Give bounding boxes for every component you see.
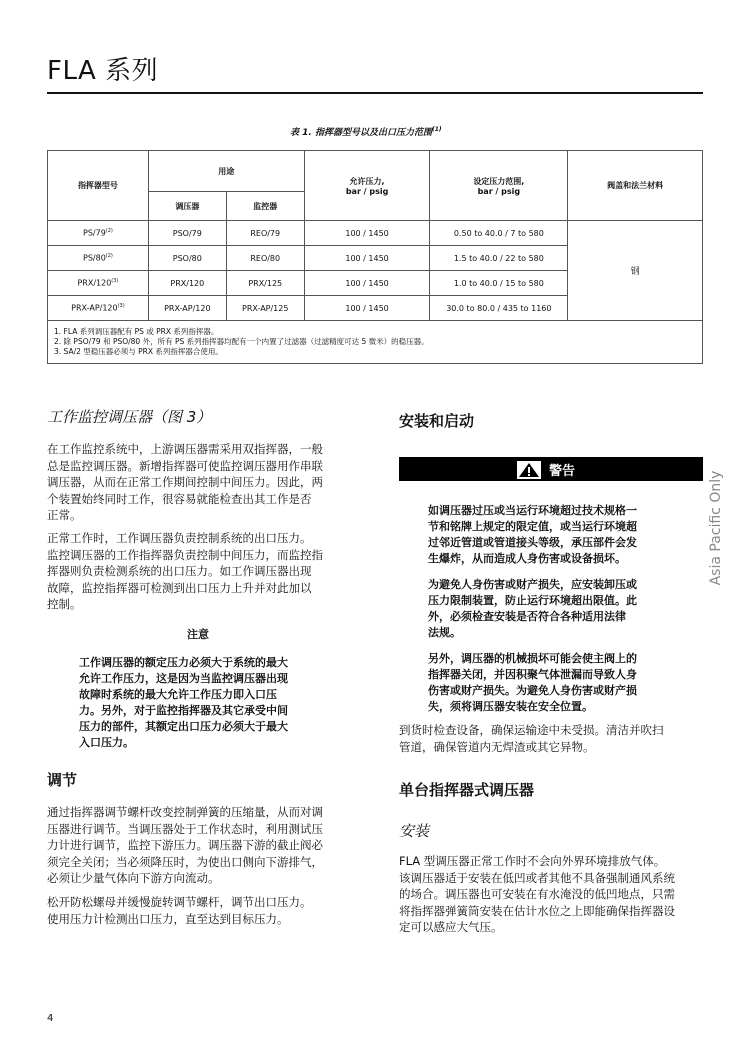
spec-table xyxy=(47,150,703,364)
table-caption xyxy=(290,125,442,138)
warning-paragraph-1: 如调压器过压或当运行环境超过技术规格一 节和铭牌上规定的限定值，或当运行环境超 过邻近管道或管道接头等级，承压部件会发 生爆炸，从而造成人身伤害或设备损坏。 xyxy=(428,504,637,565)
cell-monitor: REO/79 xyxy=(226,221,304,246)
warning-label: 警告 xyxy=(549,464,576,479)
header-regulator: 调压器 xyxy=(148,192,226,221)
note-title: 注意 xyxy=(187,628,209,641)
monitor-paragraph-1: 在工作监控系统中，上游调压器需采用双指挥器，一般 总是监控调压器。新增指挥器可使监控调压器用作串联 调压器，从而在正常工作期间控制中间压力。因此，两 个装置始终同时工作，很容易就能检查出其工作是否 正常。 xyxy=(47,442,323,522)
page-title: FLA 系列 xyxy=(47,56,159,86)
cell-model: PS/80$^{(2)}$ xyxy=(48,246,149,271)
adjust-section-title: 调节 xyxy=(47,771,78,789)
warning-triangle-icon xyxy=(517,461,541,479)
warning-paragraph-2: 为避免人身伤害或财产损失，应安装卸压或 压力限制装置，防止运行环境超出限值。此 外，必须检查安装是否符合各种适用法律 法规。 xyxy=(428,578,637,639)
table-caption-text: 表 1. 指挥器型号以及出口压力范围 xyxy=(290,128,432,138)
table-caption-footnote: (1) xyxy=(431,126,442,133)
cell-monitor: REO/80 xyxy=(226,246,304,271)
monitor-section-title: 工作监控调压器（图 3） xyxy=(47,408,212,426)
cell-regulator: PRX-AP/120 xyxy=(148,296,226,321)
table-note: 1. FLA 系列调压器配有 PS 或 PRX 系列指挥器。 xyxy=(54,327,219,336)
header-setpoint-range xyxy=(430,151,568,221)
title-divider xyxy=(47,92,703,94)
cell-range: 30.0 to 80.0 / 435 to 1160 xyxy=(430,296,568,321)
header-allowable-unit: bar / psig xyxy=(345,186,389,196)
header-usage: 用途 xyxy=(148,151,304,192)
header-pilot-model: 指挥器型号 xyxy=(48,151,149,221)
cell-range: 0.50 to 40.0 / 7 to 580 xyxy=(430,221,568,246)
cell-allowable: 100 / 1450 xyxy=(304,271,430,296)
table-note: 2. 除 PSO/79 和 PSO/80 外，所有 PS 系列指挥器均配有一个内置了过滤器（过滤精度可达 5 微米）的稳压器。 xyxy=(54,337,429,346)
page-number: 4 xyxy=(47,1013,54,1024)
cell-material: 钢 xyxy=(568,221,703,321)
table-row xyxy=(48,221,703,246)
cell-regulator: PSO/79 xyxy=(148,221,226,246)
cell-range: 1.5 to 40.0 / 22 to 580 xyxy=(430,246,568,271)
warning-banner xyxy=(399,457,703,481)
cell-range: 1.0 to 40.0 / 15 to 580 xyxy=(430,271,568,296)
single-pilot-section-title: 单台指挥器式调压器 xyxy=(399,781,535,799)
header-material: 阀盖和法兰材料 xyxy=(568,151,703,221)
cell-monitor: PRX-AP/125 xyxy=(226,296,304,321)
header-allowable-pressure xyxy=(304,151,430,221)
install-subtitle: 安装 xyxy=(399,822,430,840)
table-note: 3. SA/2 型稳压器必须与 PRX 系列指挥器合使用。 xyxy=(54,347,223,356)
monitor-paragraph-2: 正常工作时，工作调压器负责控制系统的出口压力。 监控调压器的工作指挥器负责控制中间压力，而监控指 挥器则负责检测系统的出口压力。如工作调压器出现 故障，监控指挥器可检测到出口压力上升并对此加以 控制。 xyxy=(47,531,323,611)
install-section-title: 安装和启动 xyxy=(399,412,475,430)
cell-monitor: PRX/125 xyxy=(226,271,304,296)
install-paragraph: FLA 型调压器正常工作时不会向外界环境排放气体。 该调压器适于安装在低凹或者其他不具备强制通风系统 的场合。调压器也可安装在有水淹没的低凹地点，只需 将指挥器弹簧筒安装在估计水位之上即能确保指挥器设 定可以感应大气压。 xyxy=(399,854,675,934)
table-notes xyxy=(48,321,703,364)
cell-regulator: PSO/80 xyxy=(148,246,226,271)
cell-allowable: 100 / 1450 xyxy=(304,221,430,246)
header-setpoint-label: 设定压力范围, xyxy=(473,176,525,186)
adjust-paragraph-1: 通过指挥器调节螺杆改变控制弹簧的压缩量，从而对调 压器进行调节。当调压器处于工作状态时，利用测试压 力计进行调节，监控下游压力。调压器下游的截止阀必 须完全关闭；当必须降压时，为使出口侧向下游排气， 必须让少量气体向下游方向流动。 xyxy=(47,805,323,885)
cell-model: PRX-AP/120$^{(3)}$ xyxy=(48,296,149,321)
cell-regulator: PRX/120 xyxy=(148,271,226,296)
cell-allowable: 100 / 1450 xyxy=(304,296,430,321)
header-monitor: 监控器 xyxy=(226,192,304,221)
warning-paragraph-3: 另外，调压器的机械损坏可能会使主阀上的 指挥器关闭，并因积聚气体泄漏而导致人身 伤害或财产损失。为避免人身伤害或财产损 失，须将调压器安装在安全位置。 xyxy=(428,652,637,713)
region-side-label: Asia Pacific Only xyxy=(708,470,724,586)
cell-model: PS/79$^{(2)}$ xyxy=(48,221,149,246)
cell-allowable: 100 / 1450 xyxy=(304,246,430,271)
header-allowable-label: 允许压力, xyxy=(349,176,385,186)
header-setpoint-unit: bar / psig xyxy=(477,186,521,196)
note-paragraph: 工作调压器的额定压力必须大于系统的最大 允许工作压力，这是因为当监控调压器出现 故障时系统的最大允许工作压力即入口压 力。另外，对于监控指挥器及其它承受中间 压力的部件，其额定出口压力必须大于最大 入口压力。 xyxy=(79,656,288,749)
cell-model: PRX/120$^{(3)}$ xyxy=(48,271,149,296)
check-paragraph: 到货时检查设备，确保运输途中未受损。清洁并吹扫 管道，确保管道内无焊渣或其它异物。 xyxy=(399,723,664,754)
adjust-paragraph-2: 松开防松螺母并缓慢旋转调节螺杆，调节出口压力。 使用压力计检测出口压力，直至达到目标压力。 xyxy=(47,895,312,926)
